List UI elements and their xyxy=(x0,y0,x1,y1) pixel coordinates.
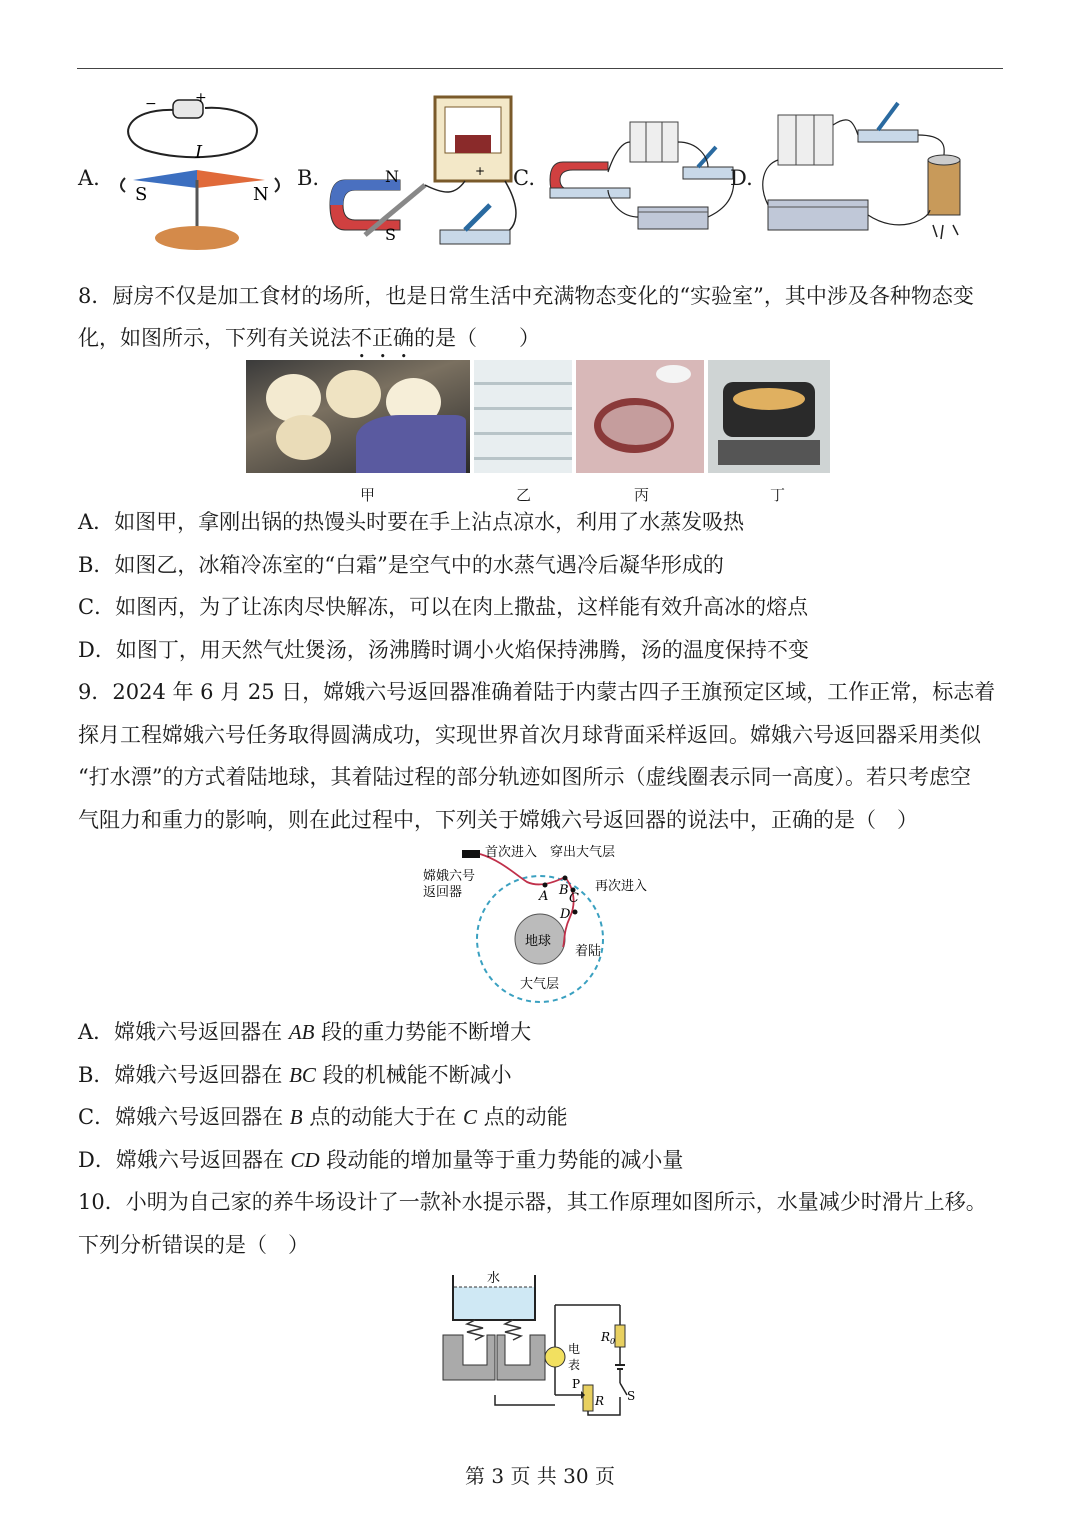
plus-sign: + xyxy=(195,90,207,106)
n-label: N xyxy=(253,184,269,205)
q9-option-c: C．嫦娥六号返回器在 B 点的动能大于在 C 点的动能 xyxy=(78,1105,568,1129)
q8-stem-line2 xyxy=(78,317,540,363)
rheostat-icon xyxy=(583,1385,593,1411)
craft-label-2: 返回器 xyxy=(423,885,463,900)
q9-stem-line1: 9．2024 年 6 月 25 日，嫦娥六号返回器准确着陆于内蒙古四子王旗预定区域，工作正常，标志着 xyxy=(78,680,996,704)
rheostat-icon xyxy=(638,207,708,229)
earth-label: 地球 xyxy=(525,934,552,949)
photo-steamed-buns xyxy=(246,360,470,473)
p-label: P xyxy=(572,1377,581,1391)
s-label: S xyxy=(135,184,148,205)
compass-base xyxy=(155,226,239,250)
battery-icon xyxy=(630,122,678,162)
switch-icon xyxy=(683,167,733,179)
photo-frozen-meat xyxy=(576,360,704,473)
q8-emphasis: 不正确 xyxy=(351,326,414,350)
caption-ding: 丁 xyxy=(770,486,786,504)
q9-option-b: B．嫦娥六号返回器在 BC 段的机械能不断减小 xyxy=(78,1063,512,1087)
photo-soup-pot xyxy=(708,360,830,473)
q7-figure-d xyxy=(758,95,973,255)
q9-trajectory-diagram xyxy=(415,842,670,1007)
svg-text:S: S xyxy=(385,225,396,244)
s-label: S xyxy=(627,1389,636,1403)
battery-icon xyxy=(778,115,833,165)
q10-circuit-diagram xyxy=(435,1265,645,1420)
first-entry-label: 首次进入 xyxy=(485,845,538,860)
q8-option-b: B．如图乙，冰箱冷冻室的“白霜”是空气中的水蒸气遇冷后凝华形成的 xyxy=(78,553,724,577)
q9-stem-line2: 探月工程嫦娥六号任务取得圆满成功，实现世界首次月球背面采样返回。嫦娥六号返回器采用类似 xyxy=(78,723,981,747)
header-rule xyxy=(77,68,1003,69)
q7-option-b-label: B. xyxy=(297,166,320,190)
q9-stem-line3: “打水漂”的方式着陆地球，其着陆过程的部分轨迹如图所示（虚线圈表示同一高度）。若只考虑空 xyxy=(78,765,971,789)
q8-option-d: D．如图丁，用天然气灶煲汤，汤沸腾时调小火焰保持沸腾，汤的温度保持不变 xyxy=(78,638,809,662)
caption-bing: 丙 xyxy=(634,486,650,504)
switch-icon xyxy=(858,130,918,142)
q8-stem-line1: 8．厨房不仅是加工食材的场所，也是日常生活中充满物态变化的“实验室”，其中涉及各种物态变 xyxy=(78,284,974,308)
atmosphere-label: 大气层 xyxy=(520,977,560,992)
caption-yi: 乙 xyxy=(516,486,532,504)
svg-text:+: + xyxy=(475,164,486,178)
exit-label: 穿出大气层 xyxy=(550,845,616,860)
q8-stem-end: 的是（ ） xyxy=(414,326,540,350)
return-capsule-icon xyxy=(462,850,480,858)
point-a-label: A xyxy=(539,889,549,904)
r0-label: $R_0$ xyxy=(601,1330,616,1346)
q8-option-a: A．如图甲，拿刚出锅的热馒头时要在手上沾点凉水，利用了水蒸发吸热 xyxy=(78,510,745,534)
point-d-label: D xyxy=(560,907,571,922)
rheostat-icon xyxy=(768,200,868,230)
photo-freezer xyxy=(474,360,572,473)
caption-jia: 甲 xyxy=(360,486,376,504)
landing-label: 着陆 xyxy=(575,944,602,959)
q7-figure-a xyxy=(105,88,290,258)
q8-option-c: C．如图丙，为了让冻肉尽快解冻，可以在肉上撒盐，这样能有效升高冰的熔点 xyxy=(78,595,809,619)
q7-option-c-label: C. xyxy=(513,166,535,190)
meter-label-2: 表 xyxy=(568,1358,581,1372)
q9-option-d: D．嫦娥六号返回器在 CD 段动能的增加量等于重力势能的减小量 xyxy=(78,1148,684,1172)
q7-figure-b xyxy=(325,95,525,260)
q9-option-a: A．嫦娥六号返回器在 AB 段的重力势能不断增大 xyxy=(78,1020,532,1044)
r0-resistor-icon xyxy=(615,1325,625,1347)
q7-option-a-label: A. xyxy=(78,166,100,190)
q10-stem-line2: 下列分析错误的是（ ） xyxy=(78,1233,309,1257)
meter-icon xyxy=(545,1347,565,1367)
water-label: 水 xyxy=(487,1271,501,1286)
svg-text:N: N xyxy=(385,167,399,186)
craft-label-1: 嫦娥六号 xyxy=(423,869,476,884)
q10-stem-line1: 10．小明为自己家的养牛场设计了一款补水提示器，其工作原理如图所示，水量减少时滑片上移。 xyxy=(78,1190,987,1214)
point-b-label: B xyxy=(559,883,569,898)
q9-stem-line4: 气阻力和重力的影响，则在此过程中，下列关于嫦娥六号返回器的说法中，正确的是（ ） xyxy=(78,808,918,832)
switch-icon xyxy=(440,230,510,244)
reentry-label: 再次进入 xyxy=(595,879,648,894)
minus-sign: − xyxy=(145,96,157,112)
meter-label-1: 电 xyxy=(568,1342,581,1356)
current-label: I xyxy=(195,142,203,163)
q7-figure-c xyxy=(548,112,743,252)
switch-icon xyxy=(620,1383,627,1395)
r-label: R xyxy=(595,1394,605,1408)
q8-stem-text: 化，如图所示，下列有关说法 xyxy=(78,326,351,350)
point-c-label: C xyxy=(569,891,579,906)
electromagnet-icon xyxy=(928,160,960,215)
page-footer: 第 3 页 共 30 页 xyxy=(465,1464,615,1488)
q7-option-d-label: D. xyxy=(730,166,753,190)
